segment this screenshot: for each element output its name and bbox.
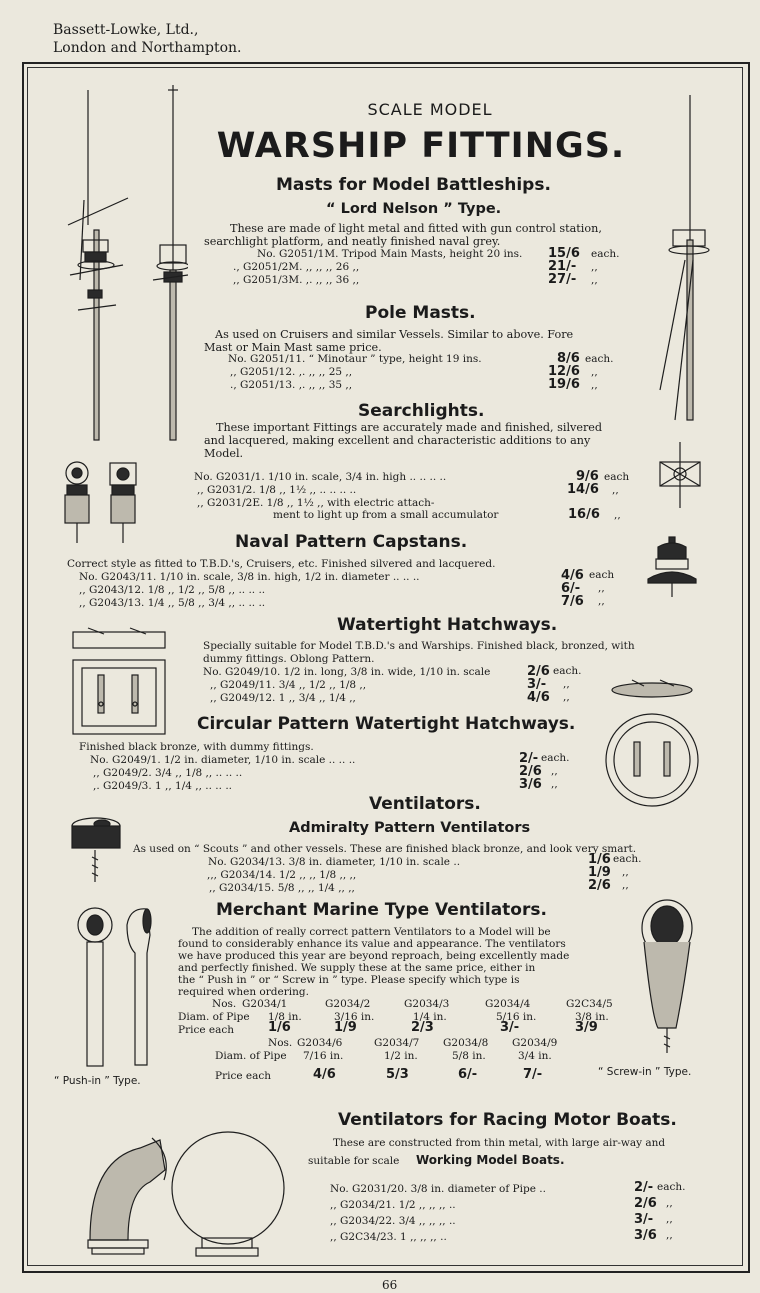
price: 21/- — [548, 259, 577, 274]
price-unit: each. — [553, 665, 582, 677]
merchant-desc-line: required when ordering. — [178, 986, 309, 998]
table-row: ,, G2051/3M. ,. ,, ,, 36 ,, — [233, 274, 360, 286]
diameter: 5/8 in. — [452, 1050, 486, 1062]
table-row: ,,, G2034/14. 1/2 ,, ,, 1/8 ,, ,, — [207, 869, 357, 881]
table-row: No. G2034/13. 3/8 in. diameter, 1/10 in. scale .. — [208, 856, 461, 868]
merchant-desc-line: we have produced this year are beyond reproach, being excellently made — [178, 950, 570, 962]
catalog-number: G2034/6 — [297, 1037, 343, 1049]
price: 3/6 — [519, 777, 542, 792]
price: 3/9 — [575, 1020, 598, 1035]
masts-desc-line1: These are made of light metal and fitted with gun control station, — [230, 222, 602, 235]
pole-desc-line1: As used on Cruisers and similar Vessels. Similar to above. Fore — [215, 328, 574, 341]
price: 1/9 — [334, 1020, 357, 1035]
catalog-number: G2034/7 — [374, 1037, 420, 1049]
hatch-desc-line2: dummy fittings. Oblong Pattern. — [203, 653, 375, 665]
pole-masts-heading: Pole Masts. — [365, 303, 476, 323]
screw-in-caption: “ Screw-in ” Type. — [598, 1066, 692, 1078]
nos-label: Nos. — [268, 1037, 293, 1049]
table-row: No. G2049/1. 1/2 in. diameter, 1/10 in. scale .. .. .. — [90, 754, 356, 766]
price-unit: ,, — [551, 778, 558, 790]
price-label: Price each — [215, 1070, 271, 1082]
masts-subheading: “ Lord Nelson ” Type. — [326, 201, 502, 217]
publisher-location: London and Northampton. — [53, 40, 242, 56]
price: 1/9 — [588, 865, 611, 880]
masts-heading: Masts for Model Battleships. — [276, 175, 551, 195]
price-unit: ,, — [591, 261, 598, 273]
price-unit: ,, — [563, 678, 570, 690]
price-unit: each. — [591, 248, 620, 260]
catalog-number: G2C34/5 — [566, 998, 613, 1010]
table-row: No. G2049/10. 1/2 in. long, 3/8 in. wide, 1/10 in. scale — [203, 666, 491, 678]
searchlight-2 — [110, 463, 136, 543]
price: 5/3 — [386, 1067, 409, 1082]
admiralty-desc: As used on “ Scouts ” and other vessels. These are finished black bronze, and look very smart. — [133, 843, 637, 855]
title-small: SCALE MODEL — [367, 100, 493, 119]
diam-label: Diam. of Pipe — [178, 1011, 250, 1023]
catalog-number: G2034/1 — [242, 998, 288, 1010]
table-row: ,, G2043/13. 1/4 ,, 5/8 ,, 3/4 ,, .. .. .. — [79, 597, 266, 609]
table-row: ,, G2043/12. 1/8 ,, 1/2 ,, 5/8 ,, .. .. .. — [79, 584, 266, 596]
searchlights-heading: Searchlights. — [358, 401, 485, 421]
price: 6/- — [561, 581, 581, 596]
oblong-hatchway-illustration — [68, 620, 178, 740]
table-row: ,, G2051/12. ,. ,, ,, 25 ,, — [230, 366, 353, 378]
price: 1/6 — [268, 1020, 291, 1035]
searchlight-illustrations — [55, 455, 145, 550]
merchant-ventilators-heading: Merchant Marine Type Ventilators. — [216, 900, 547, 920]
price: 4/6 — [561, 568, 584, 583]
capstans-desc: Correct style as fitted to T.B.D.'s, Cruisers, etc. Finished silvered and lacquered. — [67, 558, 496, 570]
price: 3/- — [634, 1212, 654, 1227]
tripod-mast-illustrations — [58, 80, 188, 450]
price-unit: ,, — [612, 484, 619, 496]
table-row: ,, G2049/12. 1 ,, 3/4 ,, 1/4 ,, — [210, 692, 356, 704]
price-unit: ,, — [598, 582, 605, 594]
table-row: ,, G2031/2E. 1/8 ,, 1½ ,, with electric attach- — [197, 497, 435, 509]
diameter: 3/16 in. — [334, 1011, 375, 1023]
hatch-desc-line1: Specially suitable for Model T.B.D.'s and Warships. Finished black, bronzed, with — [203, 640, 635, 652]
price: 15/6 — [548, 246, 580, 261]
page-title: WARSHIP FITTINGS. — [216, 126, 626, 166]
nos-label: Nos. — [212, 998, 237, 1010]
price: 3/- — [500, 1020, 520, 1035]
price-unit: ,, — [622, 879, 629, 891]
diameter: 3/8 in. — [575, 1011, 609, 1023]
push-in-ventilator-illustration — [75, 905, 165, 1070]
circular-desc: Finished black bronze, with dummy fittings. — [79, 741, 314, 753]
table-row: ,. G2049/3. 1 ,, 1/4 ,, .. .. .. — [93, 780, 232, 792]
price: 2/- — [634, 1180, 654, 1195]
price: 8/6 — [557, 351, 580, 366]
capstans-heading: Naval Pattern Capstans. — [235, 532, 468, 552]
search-desc-line2: and lacquered, making excellent and characteristic additions to any — [204, 434, 591, 447]
diameter: 5/16 in. — [496, 1011, 537, 1023]
cowl-ventilator — [88, 1138, 166, 1254]
catalog-number: G2034/3 — [404, 998, 450, 1010]
price: 27/- — [548, 272, 577, 287]
masts-desc-line2: searchlight platform, and neatly finished naval grey. — [204, 235, 501, 248]
merchant-desc-line: and perfectly finished. We supply these at the same price, either in — [178, 962, 536, 974]
table-row: ment to light up from a small accumulator — [273, 509, 499, 521]
racing-ventilators-heading: Ventilators for Racing Motor Boats. — [338, 1110, 677, 1130]
searchlight-platform-illustration — [650, 440, 710, 510]
search-desc-line3: Model. — [204, 447, 244, 460]
price-unit: ,, — [551, 765, 558, 777]
merchant-desc-line: The addition of really correct pattern Ventilators to a Model will be — [192, 926, 551, 938]
price: 4/6 — [527, 690, 550, 705]
racing-desc-line1: These are constructed from thin metal, with large air-way and — [333, 1137, 666, 1149]
circular-hatchways-heading: Circular Pattern Watertight Hatchways. — [197, 714, 576, 734]
price: 2/6 — [588, 878, 611, 893]
screw-in-ventilator-illustration — [632, 898, 702, 1058]
price-unit: ,, — [563, 691, 570, 703]
price-unit: each. — [613, 853, 642, 865]
price: 2/6 — [519, 764, 542, 779]
racing-desc-line2: suitable for scale — [308, 1155, 400, 1167]
diameter: 1/2 in. — [384, 1050, 418, 1062]
table-row: No. G2051/11. “ Minotaur ” type, height 19 ins. — [228, 353, 482, 365]
price-unit: ,, — [591, 274, 598, 286]
price-unit: ,, — [598, 595, 605, 607]
price: 4/6 — [313, 1067, 336, 1082]
searchlight-1 — [65, 462, 89, 543]
catalog-number: G2034/9 — [512, 1037, 558, 1049]
capstan-illustration — [640, 535, 710, 605]
table-row: ,, G2034/21. 1/2 ,, ,, ,, .. — [330, 1199, 456, 1211]
price: 2/- — [519, 751, 539, 766]
diameter: 3/4 in. — [518, 1050, 552, 1062]
price-unit: ,, — [666, 1229, 673, 1241]
racing-desc-bold: Working Model Boats. — [416, 1153, 565, 1167]
table-row: ,, G2034/15. 5/8 ,, ,, 1/4 ,, ,, — [209, 882, 355, 894]
price: 16/6 — [568, 507, 600, 522]
price: 19/6 — [548, 377, 580, 392]
table-row: ,, G2049/11. 3/4 ,, 1/2 ,, 1/8 ,, — [210, 679, 367, 691]
table-row: ., G2051/13. ,. ,, ,, 35 ,, — [230, 379, 353, 391]
table-row: No. G2043/11. 1/10 in. scale, 3/8 in. high, 1/2 in. diameter .. .. .. — [79, 571, 420, 583]
price: 7/- — [523, 1067, 543, 1082]
price-unit: ,, — [591, 366, 598, 378]
tripod-mast-left — [68, 90, 128, 440]
merchant-desc-line: found to considerably enhance its value and appearance. The ventilators — [178, 938, 566, 950]
search-desc-line1: These important Fittings are accurately made and finished, silvered — [216, 421, 603, 434]
diam-label: Diam. of Pipe — [215, 1050, 287, 1062]
publisher-name: Bassett-Lowke, Ltd., — [53, 22, 199, 38]
table-row: No. G2031/20. 3/8 in. diameter of Pipe .. — [330, 1183, 546, 1195]
price-unit: each — [604, 471, 630, 483]
price-unit: each — [589, 569, 615, 581]
price-unit: ,, — [591, 379, 598, 391]
table-row: No. G2051/1M. Tripod Main Masts, height 20 ins. — [257, 248, 523, 260]
diameter: 1/8 in. — [268, 1011, 302, 1023]
ventilators-heading: Ventilators. — [369, 794, 481, 814]
price: 2/6 — [634, 1196, 657, 1211]
price: 14/6 — [567, 482, 599, 497]
admiralty-ventilator-illustration — [68, 812, 128, 887]
price-unit: ,, — [614, 509, 621, 521]
tripod-mast-right — [153, 85, 188, 440]
racing-ventilator-illustrations — [80, 1130, 320, 1265]
pole-desc-line2: Mast or Main Mast same price. — [204, 341, 382, 354]
table-row: ,, G2C34/23. 1 ,, ,, ,, .. — [330, 1231, 447, 1243]
price: 12/6 — [548, 364, 580, 379]
table-row: ., G2051/2M. ,, ,, ,, 26 ,, — [233, 261, 360, 273]
price: 6/- — [458, 1067, 478, 1082]
catalog-number: G2034/4 — [485, 998, 531, 1010]
price: 3/- — [527, 677, 547, 692]
catalog-number: G2034/2 — [325, 998, 371, 1010]
page-number: 66 — [382, 1278, 398, 1292]
push-in-caption: “ Push-in ” Type. — [54, 1075, 141, 1087]
admiralty-ventilators-heading: Admiralty Pattern Ventilators — [289, 820, 531, 836]
price: 2/6 — [527, 664, 550, 679]
catalog-number: G2034/8 — [443, 1037, 489, 1049]
price-unit: each. — [657, 1181, 686, 1193]
price-unit: ,, — [666, 1213, 673, 1225]
table-row: No. G2031/1. 1/10 in. scale, 3/4 in. high .. .. .. .. — [194, 471, 447, 483]
table-row: ,, G2034/22. 3/4 ,, ,, ,, .. — [330, 1215, 456, 1227]
diameter: 7/16 in. — [303, 1050, 344, 1062]
price: 9/6 — [576, 469, 599, 484]
price-label: Price each — [178, 1024, 234, 1036]
price: 1/6 — [588, 852, 611, 867]
price-unit: ,, — [622, 866, 629, 878]
mushroom-ventilator — [172, 1132, 284, 1256]
hatchways-heading: Watertight Hatchways. — [337, 615, 558, 635]
merchant-desc-line: the “ Push in ” or “ Screw in ” type. Please specify which type is — [178, 974, 520, 986]
price-unit: ,, — [666, 1197, 673, 1209]
diameter: 1/4 in. — [413, 1011, 447, 1023]
pole-mast-illustration — [645, 90, 715, 430]
price: 2/3 — [411, 1020, 434, 1035]
table-row: ,, G2049/2. 3/4 ,, 1/8 ,, .. .. .. — [93, 767, 243, 779]
price: 7/6 — [561, 594, 584, 609]
price-unit: each. — [541, 752, 570, 764]
price: 3/6 — [634, 1228, 657, 1243]
price-unit: each. — [585, 353, 614, 365]
table-row: ,, G2031/2. 1/8 ,, 1½ ,, .. .. .. .. — [197, 484, 357, 496]
circular-hatchway-illustration — [600, 672, 710, 812]
